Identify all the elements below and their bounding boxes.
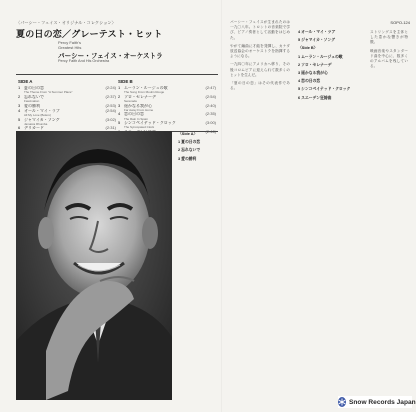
track-number: 1	[18, 85, 21, 90]
track-row	[18, 118, 116, 123]
portrait-image	[16, 131, 172, 400]
track-duration: (2:37)	[105, 93, 116, 99]
track-title: デリカード	[24, 126, 44, 131]
track-title-en: Serenade	[124, 99, 138, 103]
liner-paragraph: 1 ムーラン・ルージュの歌	[298, 54, 343, 59]
artist-name-en: Percy Faith And His Orchestra	[58, 59, 110, 63]
track-title: 愛の勝利	[24, 103, 40, 108]
watermark	[338, 396, 416, 408]
track-title: オール・マイ・ラブ	[24, 108, 60, 113]
track-title: 恋の日の恋	[124, 112, 144, 117]
track-title: 夏の日の恋	[24, 86, 44, 90]
liner-paragraph: 4 オール・マイ・ラブ	[298, 30, 336, 34]
track-row	[118, 86, 216, 91]
track-row	[18, 104, 116, 109]
track-duration: (3:02)	[105, 116, 116, 122]
track-duration: (2:54)	[205, 93, 216, 99]
album-subtitle-en	[58, 40, 178, 50]
liner-paragraph: 3 愛の勝利	[178, 156, 197, 161]
subtitle-line-2: Greatest Hits	[58, 45, 82, 50]
track-duration: (2:54)	[105, 107, 116, 113]
liner-paragraph: 〈Side A〉	[178, 132, 198, 136]
side-b	[118, 79, 216, 139]
track-title-en: Far Away From Home	[124, 108, 154, 112]
liner-paragraph: 5 ジャマイカ・ソング	[298, 38, 335, 43]
liner-paragraph: 一九四〇年にアメリカへ移り、その後コロムビアに迎えられて数多くのヒットを生んだ。	[230, 62, 290, 77]
track-title: 遥かなる我が心	[124, 103, 152, 108]
track-row	[118, 121, 216, 126]
track-number: 4	[118, 111, 121, 117]
liner-column-4	[370, 30, 408, 392]
liner-column-2	[230, 20, 290, 392]
track-number: 1	[118, 85, 121, 90]
track-title-en: The Song From Moulin Rouge	[124, 91, 165, 95]
watermark-text: Snow Records Japan	[349, 398, 416, 406]
side-a-tracks	[18, 86, 116, 135]
liner-paragraph: 2 ソロ・セレナーデ	[298, 62, 332, 67]
track-number: 5	[118, 120, 121, 126]
artist-photo	[16, 131, 172, 400]
track-number: 2	[118, 93, 121, 99]
track-title-en: Jamaica Rhumba	[24, 122, 48, 126]
track-row	[18, 86, 116, 91]
liner-paragraph: 5 シンコペイテッド・クロック	[298, 87, 351, 92]
track-title-en: Fascination	[24, 99, 40, 103]
album-title: 夏の日の恋／グレーテスト・ヒット	[16, 30, 163, 40]
track-duration: (2:40)	[205, 102, 216, 108]
subtitle-line-1: Percy Faith's	[58, 40, 81, 45]
artist-name: パーシー・フェイス・オーケストラ	[58, 52, 163, 60]
side-b-label: SIDE B	[118, 79, 133, 84]
side-a-label: SIDE A	[18, 79, 33, 84]
catalog-number: SOPO-124	[390, 20, 410, 25]
track-duration: (2:31)	[105, 125, 116, 131]
liner-paragraph: 4 恋の日の恋	[298, 79, 321, 84]
track-title-en: The Theme From "A Summer Place"	[24, 91, 73, 95]
liner-paragraph: 1 夏の日の恋	[178, 140, 201, 145]
track-number: 3	[18, 102, 21, 108]
track-number: 2	[18, 93, 21, 99]
track-row	[118, 112, 216, 117]
liner-paragraph: 2 忘れないで	[178, 148, 201, 153]
track-row	[18, 95, 116, 100]
track-number: 4	[18, 107, 21, 113]
track-duration: (2:47)	[205, 85, 216, 90]
track-title: 忘れないで	[24, 94, 44, 99]
track-number: 5	[18, 116, 21, 122]
side-a	[18, 79, 116, 135]
track-title: ムーラン・ルージュの歌	[124, 86, 168, 90]
liner-paragraph: 「夏の日の恋」はその代表作である。	[230, 81, 290, 91]
liner-column-3	[298, 30, 364, 392]
track-duration: (2:35)	[205, 111, 216, 117]
track-row	[118, 104, 216, 109]
track-list	[16, 74, 218, 132]
snow-records-logo-icon	[338, 397, 346, 407]
liner-paragraph: 6 スエーデン狂詩曲	[298, 95, 332, 100]
track-duration: (2:24)	[105, 85, 116, 90]
track-number: 6	[18, 125, 21, 131]
track-duration: (2:46)	[205, 128, 216, 134]
track-title: ジャマイカ・ソング	[24, 117, 60, 122]
track-row	[118, 95, 216, 100]
track-title-en: The Syncopated Clock	[124, 126, 155, 130]
liner-paragraph: パーシー・フェイスが生まれたのは一九〇八年。トロントの音楽院で学び、ピアノ奏者として活動をはじめた。	[230, 20, 290, 40]
track-number: 3	[118, 102, 121, 108]
track-row	[18, 109, 116, 114]
track-title-en: All My Love (Bolero)	[24, 113, 52, 117]
track-title-en: The Rain In Spain	[124, 117, 149, 121]
track-duration: (3:00)	[205, 120, 216, 126]
liner-paragraph: 〈Side B〉	[298, 46, 318, 51]
liner-paragraph: 3 遥かなる我が心	[298, 71, 328, 76]
liner-paragraph: やがて編曲に才能を発揮し、カナダ放送協会のオーケストラを指揮するようになる。	[230, 43, 290, 59]
track-duration: (2:53)	[105, 102, 116, 108]
track-title: ソロ・セレナーデ	[124, 94, 156, 99]
series-line: 〈パーシー・フェイス・オリジナル・コレクション〉	[16, 20, 116, 25]
liner-paragraph: ストリングスを主体とした豊かな響きが特徴。	[370, 30, 408, 45]
track-title: シンコペイテッド・クロック	[124, 121, 176, 126]
liner-paragraph: 映画音楽やスタンダード曲を中心に、数多くのアルバムを残している。	[370, 48, 408, 69]
